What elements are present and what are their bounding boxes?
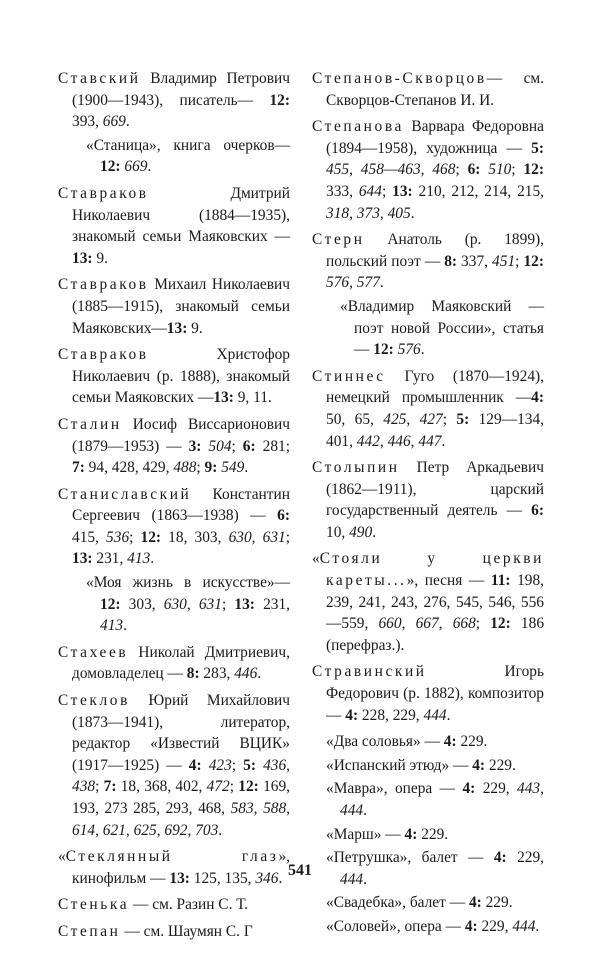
volume-number: 4: (472, 756, 486, 774)
entry-text: . (150, 550, 155, 568)
entry-headword: Стеклянный глаз (65, 848, 279, 866)
page-ref-italic: 444 (512, 917, 536, 935)
entry-text: 198, 239, 241, 243, 276, 545, 546, 556—559, (326, 572, 545, 633)
page-ref-italic: 504 (208, 437, 232, 455)
index-subentry (58, 572, 290, 637)
page-ref-italic: 458—463 (360, 161, 421, 179)
page-ref-italic: 621 (102, 821, 126, 839)
entry-text: 50, 65, (326, 410, 384, 428)
index-subentry (312, 755, 544, 777)
volume-number: 12: (100, 595, 121, 613)
volume-number: 6: (242, 437, 256, 455)
entry-text: , (95, 821, 103, 839)
page-ref-italic: 692 (164, 821, 188, 839)
entry-text: 333, (326, 182, 359, 200)
entry-text: «Марш» — (326, 825, 405, 843)
entry-text: Михаил Николаевич (1885—1915), знакомый семьи Маяковских— (72, 276, 290, 337)
page-ref-italic: 660 (378, 615, 402, 633)
entry-text: Николай Дмитриевич, домовладелец — (72, 643, 290, 683)
entry-text: 229. (456, 733, 488, 751)
entry-text: 229, (506, 849, 545, 867)
volume-number: 13: (234, 595, 255, 613)
entry-headword: Стеклов (58, 692, 130, 710)
entry-text: «Свадебка», балет — (326, 894, 469, 912)
entry-text: Варвара Федоровна (1894—1958), художница — (326, 118, 544, 157)
entry-text: «Петрушка», балет — (326, 849, 494, 867)
page-ref-italic: 576 (326, 274, 350, 292)
entry-text: . (244, 459, 249, 477)
volume-number: 4: (464, 917, 478, 935)
entry-text: ; (221, 595, 235, 613)
index-entry (58, 894, 290, 916)
page-ref-italic: 451 (492, 252, 516, 270)
volume-number: 4: (404, 825, 418, 843)
entry-headword: Степанов-Скворцов (312, 70, 487, 87)
entry-text: — см. Шаумян С. Г (120, 922, 253, 940)
index-entry (312, 116, 544, 224)
entry-text: , (406, 410, 420, 428)
page-ref-italic: 444 (340, 802, 364, 819)
entry-text: 169, 193, 273 285, 293, 468, (72, 778, 291, 817)
volume-number: 9: (204, 459, 218, 477)
index-entry (58, 690, 290, 841)
page-ref-italic: 490 (349, 523, 373, 541)
entry-headword: Стравинский (312, 663, 427, 681)
entry-text: , (379, 204, 388, 222)
entry-text: . (379, 274, 384, 292)
entry-text: «Моя жизнь в искусстве»— (86, 574, 290, 592)
entry-text: ; (229, 778, 239, 796)
entry-text: . (125, 113, 130, 131)
entry-text: , (286, 800, 291, 817)
entry-text: 228, 229, (358, 706, 424, 724)
page-ref-italic: 614 (72, 821, 96, 839)
entry-text: 10, (326, 523, 350, 541)
entry-text: . (278, 869, 283, 887)
index-subentry (312, 892, 544, 914)
entry-text: , (438, 615, 453, 633)
volume-number: 8: (444, 252, 458, 270)
entry-text: , (349, 274, 357, 292)
page-ref-italic: 447 (418, 432, 442, 450)
entry-text: 9. (92, 249, 108, 267)
entry-headword: Стенька (58, 896, 130, 914)
index-entry (312, 661, 544, 726)
entry-text: ; (196, 459, 205, 477)
entry-text: . (441, 432, 446, 450)
index-entry (58, 414, 290, 479)
entry-text: «Соловей», опера — (326, 917, 465, 935)
entry-text (256, 757, 263, 774)
entry-text: 281; (255, 437, 290, 455)
entry-text: 186 (перефраз.). (326, 615, 545, 654)
page-ref-italic: 631 (198, 595, 222, 613)
volume-number: 13: (166, 319, 188, 337)
entry-text: , (251, 528, 263, 546)
entry-text: «Мавра», опера — (326, 780, 463, 798)
volume-number: 13: (392, 182, 413, 200)
entry-text: . (218, 821, 223, 839)
entry-headword: Ставраков (58, 184, 149, 202)
entry-text: , (401, 615, 416, 633)
right-column (312, 68, 544, 940)
entry-text: , (125, 821, 134, 839)
entry-text: , (379, 432, 388, 450)
volume-number: 6: (531, 502, 544, 520)
volume-number: 12: (238, 778, 259, 796)
index-subentry (312, 916, 544, 938)
page-ref-italic: 472 (206, 778, 230, 796)
entry-text: , (349, 161, 361, 179)
page-ref-italic: 536 (106, 528, 130, 546)
entry-text: . (446, 706, 451, 724)
index-subentry (312, 731, 544, 753)
page-ref-italic: 669 (102, 113, 126, 131)
entry-text: ; (285, 528, 291, 546)
entry-text: 9. (187, 319, 203, 337)
volume-number: 13: (169, 869, 190, 887)
entry-text: 229, (477, 917, 513, 935)
page-ref-italic: 446 (387, 432, 411, 450)
entry-text: , (410, 432, 419, 450)
page-ref-italic: 588 (263, 800, 287, 817)
entry-headword: Степанова (312, 118, 404, 136)
volume-number: 4: (531, 389, 544, 407)
entry-text: ; (455, 161, 468, 179)
entry-text: Иосиф Виссарионович (1879—1953) — (72, 415, 290, 455)
index-entry (58, 921, 290, 943)
entry-text: . (410, 204, 415, 222)
entry-text: Владимир Петрович (1900—1943), писатель— (72, 70, 290, 109)
entry-text: », кинофильм — (72, 848, 290, 887)
volume-number: 4: (188, 756, 202, 774)
index-entry (312, 457, 544, 543)
entry-headword: Стояли у церкви кареты... (319, 550, 544, 590)
page-ref-italic: 583 (230, 800, 254, 817)
entry-text: «Владимир Маяковский — поэт новой России», статья — (340, 297, 544, 359)
page-ref-italic: 668 (452, 615, 476, 633)
volume-number: 12: (269, 91, 290, 109)
entry-headword: Столыпин (312, 459, 400, 477)
entry-text: . (420, 341, 425, 359)
volume-number: 5: (531, 139, 544, 157)
entry-text: 393, (72, 113, 103, 131)
entry-text: . (363, 802, 367, 819)
index-entry (58, 68, 290, 133)
entry-headword: Стиннес (312, 367, 386, 385)
entry-text: «Станица», книга очерков— (86, 136, 290, 154)
page-ref-italic: 443 (517, 780, 541, 798)
page-ref-italic: 442 (356, 432, 380, 450)
entry-text: 18, 368, 402, (116, 778, 207, 796)
entry-text: 231, (254, 595, 291, 613)
volume-number: 4: (443, 733, 457, 751)
index-entry (312, 68, 544, 111)
index-entry (312, 229, 544, 294)
volume-number: 12: (100, 158, 121, 176)
entry-text: », песня — (406, 572, 491, 590)
entry-text: 229. (485, 756, 516, 774)
entry-text: ; (129, 528, 141, 546)
page-ref-italic: 630 (228, 528, 252, 546)
volume-number: 8: (186, 665, 200, 683)
page-ref-italic: 446 (234, 665, 258, 683)
entry-text: 129—134, 401, (326, 410, 545, 450)
entry-text: . (147, 158, 152, 176)
volume-number: 12: (523, 161, 545, 179)
volume-number: 4: (462, 780, 476, 798)
entry-text: — см. Разин С. Т. (129, 896, 248, 914)
page-ref-italic: 630 (163, 595, 187, 613)
entry-text: Христофор Николаевич (р. 1888), знакомый семьи Маяковских — (72, 346, 290, 407)
page-ref-italic: 405 (387, 204, 411, 222)
page-ref-italic: 510 (488, 161, 512, 179)
entry-text: « (58, 848, 66, 866)
page-ref-italic: 444 (340, 870, 364, 888)
entry-headword: Станиславский (58, 485, 192, 503)
volume-number: 7: (103, 778, 117, 796)
entry-text: 229. (417, 825, 449, 843)
entry-text: , (540, 780, 544, 798)
volume-number: 11: (490, 572, 511, 590)
page-ref-italic: 667 (415, 615, 439, 633)
page-ref-italic: 413 (100, 617, 124, 635)
entry-text: Гуго (1870—1924), немецкий промышленник — (326, 367, 544, 407)
entry-text: ; (231, 756, 244, 774)
page-ref-italic: 576 (397, 341, 421, 359)
entry-text: 303, (120, 595, 164, 613)
entry-text: . (363, 870, 367, 888)
entry-text: 415, (72, 528, 107, 546)
volume-number: 13: (72, 550, 93, 568)
entry-text: «Испанский этюд» — (326, 756, 473, 774)
index-subentry (312, 824, 544, 846)
entry-text: . (123, 617, 127, 635)
entry-text: ; (381, 182, 393, 200)
entry-text: Константин Сергеевич (1863—1938) — (72, 485, 290, 525)
entry-text: , (187, 821, 196, 839)
entry-text: ; (442, 410, 457, 428)
volume-number: 4: (468, 894, 482, 912)
entry-text: , (186, 595, 199, 613)
volume-number: 12: (373, 341, 394, 359)
entry-text: ; (231, 437, 243, 455)
page-ref-italic: 346 (255, 869, 279, 887)
entry-text: 18, 303, (161, 528, 229, 546)
entry-headword: Ставский (58, 70, 141, 87)
page-ref-italic: 444 (423, 706, 447, 724)
entry-text: . (257, 665, 262, 683)
entry-headword: Стерн (312, 231, 365, 249)
page-ref-italic: 425 (383, 410, 407, 428)
page-ref-italic: 468 (432, 161, 456, 179)
index-entry (58, 642, 290, 685)
entry-text: , (286, 756, 291, 774)
page-ref-italic: 488 (173, 459, 197, 477)
volume-number: 12: (140, 528, 162, 546)
page-ref-italic: 631 (262, 528, 286, 546)
entry-text: 210, 212, 214, 215, (412, 182, 545, 200)
volume-number: 5: (456, 410, 470, 428)
entry-headword: Степан (58, 922, 121, 940)
entry-text: 125, 135, (189, 869, 256, 887)
volume-number: 13: (213, 389, 234, 407)
entry-text: Юрий Михайлович (1873—1941), литератор, редактор «Известий ВЦИК» (1917—1925) — (72, 692, 290, 774)
entry-text: ; (515, 252, 524, 270)
entry-text: « (312, 550, 320, 568)
entry-headword: Сталин (58, 415, 122, 433)
volume-number: 7: (72, 459, 85, 477)
page-ref-italic: 549 (221, 459, 245, 477)
volume-number: 4: (345, 706, 359, 724)
index-entry (58, 274, 290, 339)
index-subentry (58, 135, 290, 178)
entry-text: , (349, 204, 357, 222)
index-subentry (312, 778, 544, 821)
page-ref-italic: 577 (356, 274, 380, 292)
volume-number: 5: (243, 756, 256, 774)
entry-text: Игорь Федорович (р. 1882), композитор — (326, 663, 544, 724)
entry-text: ; (95, 778, 104, 796)
entry-text: , (156, 821, 165, 839)
index-entry (312, 366, 544, 452)
page-ref-italic: 413 (127, 550, 151, 568)
entry-headword: Ставраков (58, 346, 149, 364)
entry-text: 337, (457, 252, 493, 270)
volume-number: 3: (188, 437, 202, 455)
entry-text: Анатоль (р. 1899), польский поэт — (326, 231, 544, 270)
page-ref-italic: 669 (124, 158, 148, 176)
page-ref-italic: 455 (326, 161, 350, 179)
page-ref-italic: 427 (419, 410, 443, 428)
left-column (58, 68, 290, 948)
entry-text: — см. Скворцов-Степанов И. И. (326, 70, 544, 109)
page-number: 541 (288, 862, 312, 879)
page-ref-italic: 373 (356, 204, 380, 222)
entry-text: 9, 11. (233, 389, 272, 407)
page-ref-italic: 423 (208, 756, 232, 774)
entry-headword: Ставраков (58, 276, 149, 294)
index-entry (312, 548, 544, 656)
volume-number: 12: (523, 252, 544, 270)
entry-text: Дмитрий Николаевич (1884—1935), знакомый семьи Маяковских — (72, 184, 290, 246)
index-entry (58, 484, 290, 570)
index-entry (58, 183, 290, 269)
page-ref-italic: 625 (133, 821, 157, 839)
entry-text: , (420, 161, 433, 179)
entry-text: 229. (481, 894, 513, 912)
index-subentry (312, 296, 544, 361)
entry-text (202, 757, 209, 774)
volume-number: 6: (277, 507, 290, 525)
entry-text: . (372, 523, 377, 541)
entry-text: 94, 428, 429, (84, 459, 174, 477)
entry-text: 283, (199, 665, 235, 683)
page-ref-italic: 438 (72, 778, 96, 796)
entry-headword: Стахеев (58, 643, 129, 661)
page-ref-italic: 436 (263, 756, 287, 774)
volume-number: 13: (72, 249, 93, 267)
entry-text: Петр Аркадьевич (1862—1911), царский государственный деятель — (326, 459, 544, 520)
entry-text: , (253, 800, 264, 817)
page-ref-italic: 644 (358, 182, 382, 200)
volume-number: 12: (490, 615, 511, 633)
entry-text: ; (475, 615, 491, 633)
index-entry (58, 344, 290, 409)
page-ref-italic: 318 (326, 204, 350, 222)
entry-text: «Два соловья» — (326, 733, 444, 751)
entry-text: . (535, 917, 540, 935)
entry-text: 229, (475, 780, 518, 798)
volume-number: 6: (467, 161, 481, 179)
volume-number: 4: (493, 849, 507, 867)
entry-text: ; (511, 161, 524, 179)
page-ref-italic: 703 (195, 821, 219, 839)
entry-text: 231, (92, 550, 128, 568)
